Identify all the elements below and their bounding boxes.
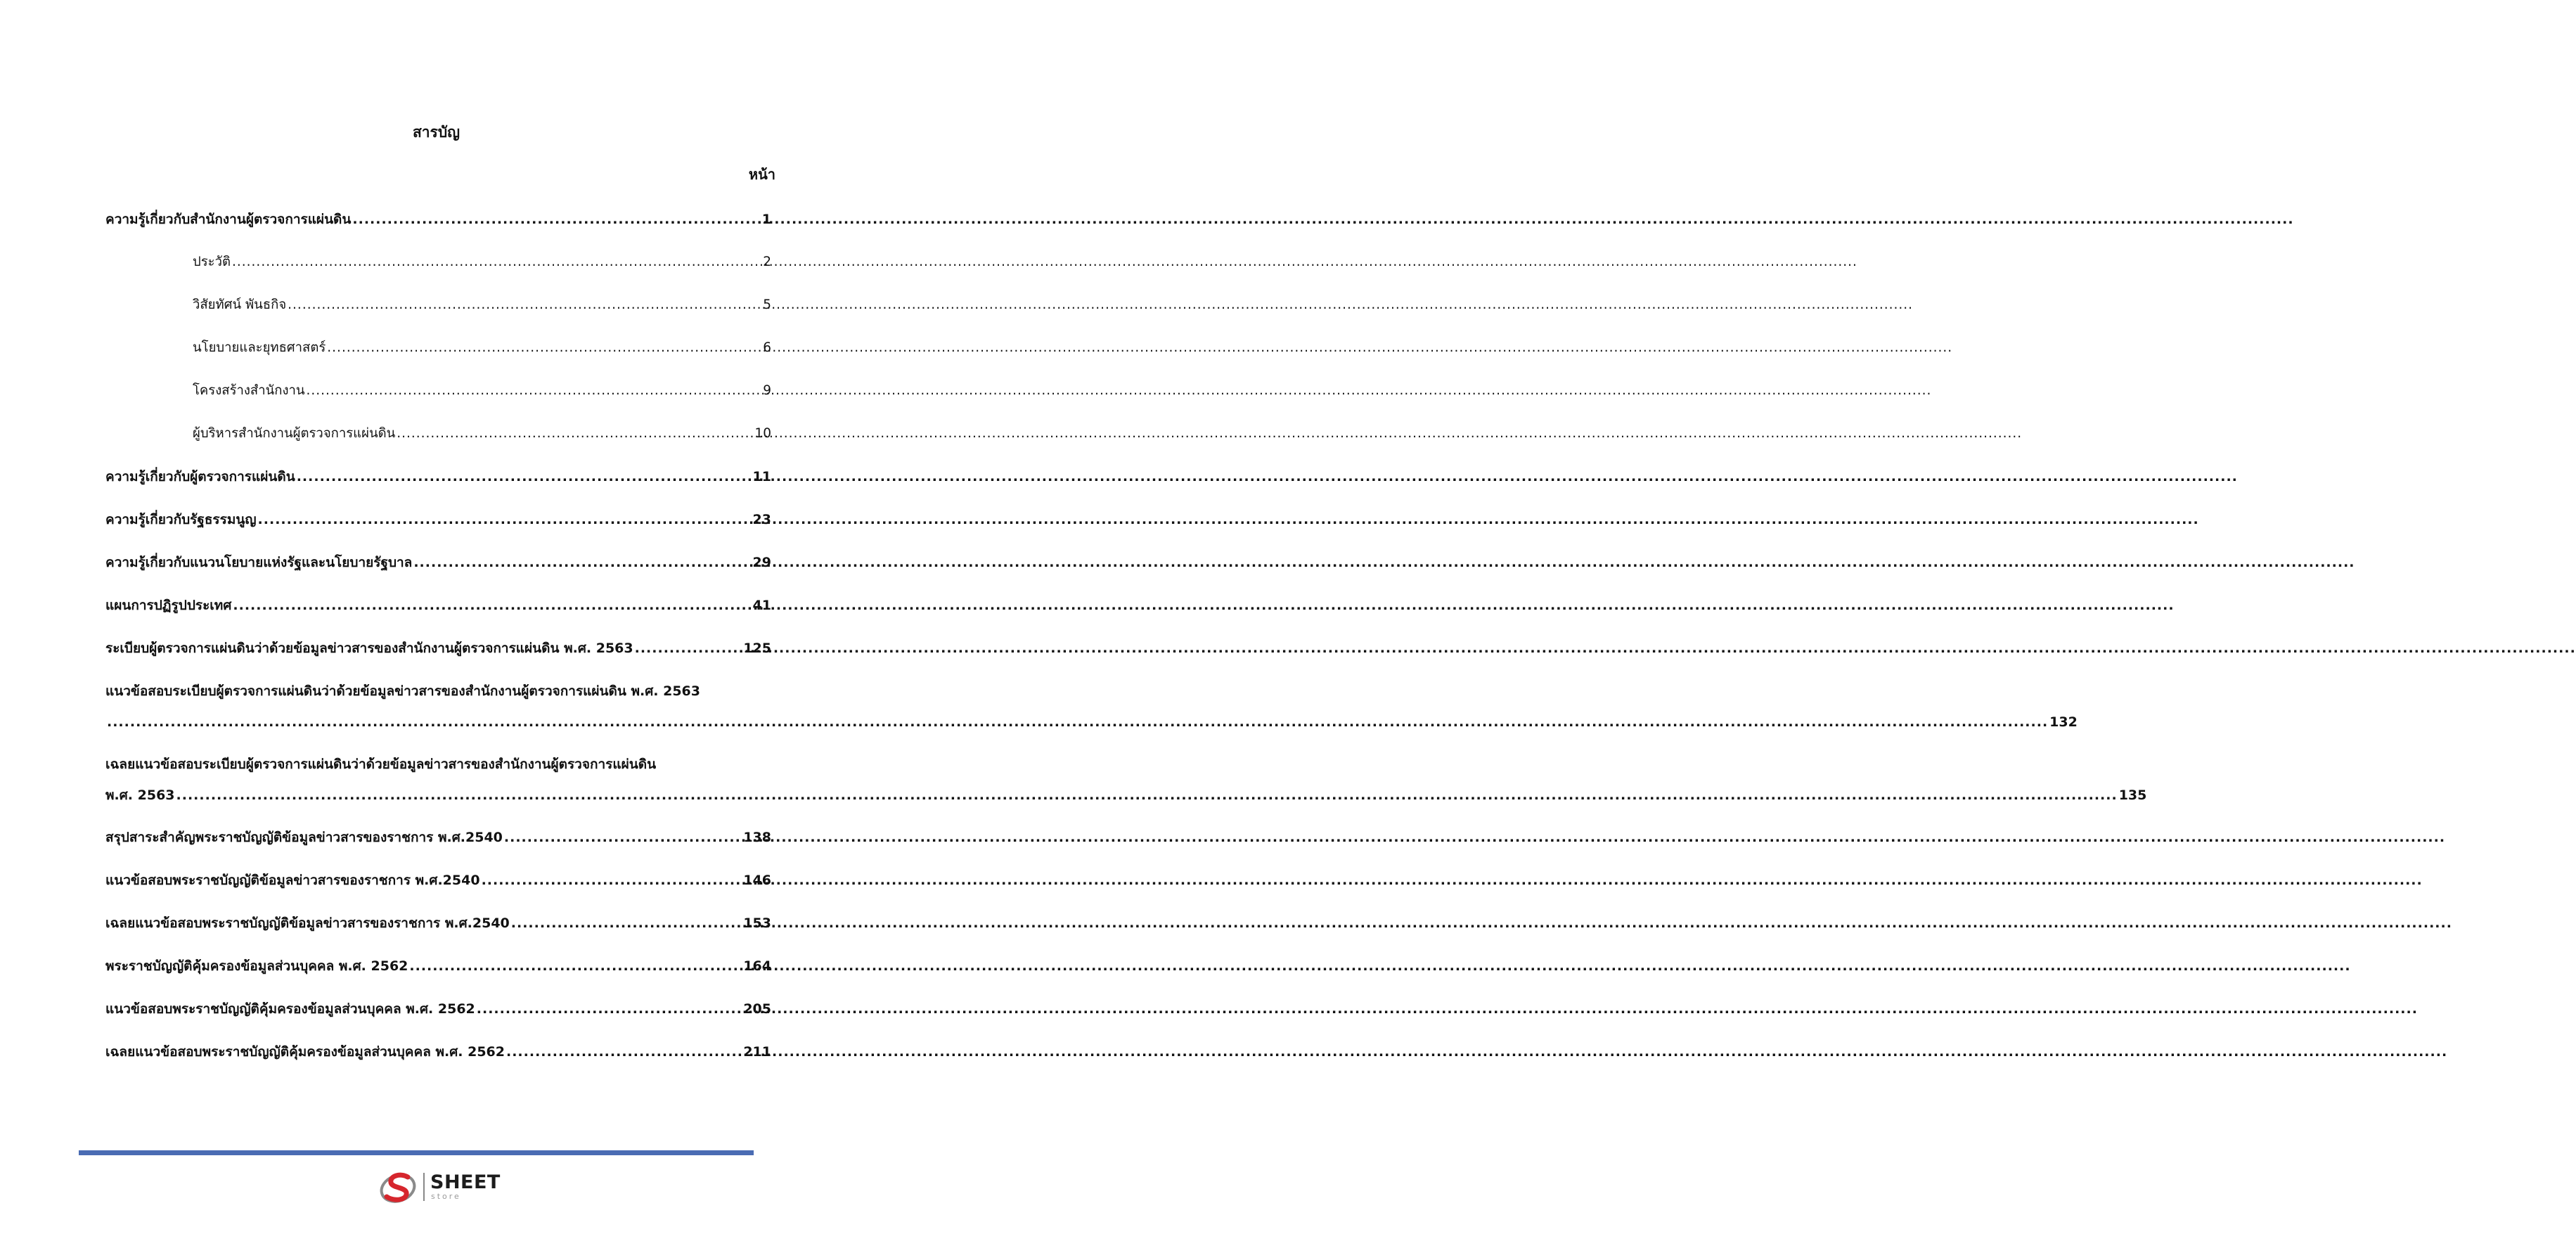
dot-leader [258, 504, 752, 535]
toc-entry[interactable] [105, 547, 771, 590]
dot-leader [327, 333, 761, 364]
toc-entry-label: เฉลยแนวข้อสอบระเบียบผู้ตรวจการแผ่นดินว่าด้วยข้อมูลข่าวสารของสำนักงานผู้ตรวจการแผ่นดิน [105, 757, 657, 772]
toc-entry-page: 6 [763, 340, 771, 355]
toc-entry-page: 132 [2049, 714, 2078, 730]
toc-entry-label: แผนการปฏิรูปประเทศ [105, 598, 232, 613]
dot-leader [232, 247, 761, 278]
logo-emblem-icon [380, 1167, 420, 1207]
toc-entry[interactable] [105, 865, 771, 908]
toc-entry-page: 153 [743, 915, 771, 931]
toc-entry[interactable] [105, 290, 771, 333]
toc-entry-page: 125 [743, 641, 771, 656]
dot-leader [352, 204, 760, 235]
toc-entry-page: 135 [2118, 788, 2147, 803]
toc-entry[interactable] [105, 951, 771, 994]
toc-entry-page: 11 [752, 469, 771, 484]
toc-entry[interactable] [105, 247, 771, 290]
table-of-contents [105, 204, 2147, 1079]
dot-leader [482, 865, 742, 896]
toc-entry[interactable] [105, 375, 771, 418]
toc-entry-label: ความรู้เกี่ยวกับรัฐธรรมนูญ [105, 512, 257, 527]
toc-entry[interactable] [105, 822, 771, 865]
toc-entry-page: 146 [743, 873, 771, 888]
toc-entry-page: 138 [743, 830, 771, 845]
toc-entry-label: นโยบายและยุทธศาสตร์ [193, 340, 326, 355]
toc-entry-page: 9 [763, 383, 771, 398]
toc-entry-page: 211 [743, 1044, 771, 1060]
dot-leader [413, 547, 751, 578]
toc-entry[interactable] [105, 994, 771, 1036]
toc-entry[interactable] [105, 461, 771, 504]
toc-entry-label: โครงสร้างสำนักงาน [193, 383, 305, 398]
logo-wordmark: SHEET [430, 1171, 501, 1193]
footer-rule [79, 1150, 754, 1155]
toc-entry[interactable] [105, 418, 771, 461]
toc-entry[interactable] [105, 504, 771, 547]
toc-entry-label: ผู้บริหารสำนักงานผู้ตรวจการแผ่นดิน [193, 426, 396, 441]
toc-entry-label: วิสัยทัศน์ พันธกิจ [193, 297, 287, 312]
toc-entry[interactable] [105, 333, 771, 375]
toc-entry-label: ความรู้เกี่ยวกับแนวนโยบายแห่งรัฐและนโยบายรัฐบาล [105, 555, 413, 570]
dot-leader [477, 994, 742, 1024]
toc-entry-label: แนวข้อสอบระเบียบผู้ตรวจการแผ่นดินว่าด้วยข้อมูลข่าวสารของสำนักงานผู้ตรวจการแผ่นดิน พ.ศ. 2563 [105, 683, 700, 699]
toc-entry-label: พระราชบัญญัติคุ้มครองข้อมูลส่วนบุคคล พ.ศ. 2562 [105, 958, 408, 974]
toc-entry[interactable] [105, 908, 771, 951]
toc-entry-label: ความรู้เกี่ยวกับผู้ตรวจการแผ่นดิน [105, 469, 295, 484]
toc-entry-label: แนวข้อสอบพระราชบัญญัติข้อมูลข่าวสารของราชการ พ.ศ.2540 [105, 873, 480, 888]
toc-entry-page: 205 [743, 1001, 771, 1017]
dot-leader [504, 822, 742, 853]
toc-entry-page: 164 [743, 958, 771, 974]
dot-leader [511, 908, 742, 939]
toc-entry[interactable] [105, 204, 771, 247]
sheet-store-logo [380, 1167, 506, 1207]
toc-entry-label: แนวข้อสอบพระราชบัญญัติคุ้มครองข้อมูลส่วนบุคคล พ.ศ. 2562 [105, 1001, 475, 1017]
dot-leader [107, 707, 2048, 738]
toc-entry-label-continuation: พ.ศ. 2563 [105, 788, 175, 803]
toc-entry-page: 10 [754, 426, 771, 441]
dot-leader [176, 780, 2118, 811]
dot-leader [506, 1036, 742, 1067]
toc-entry[interactable] [105, 590, 771, 633]
dot-leader [397, 418, 753, 449]
toc-entry-page: 23 [752, 512, 771, 527]
toc-entry-page: 1 [761, 212, 771, 227]
toc-entry-label: เฉลยแนวข้อสอบพระราชบัญญัติคุ้มครองข้อมูลส่วนบุคคล พ.ศ. 2562 [105, 1044, 505, 1060]
logo-subtext: store [431, 1192, 461, 1201]
toc-entry-label: ระเบียบผู้ตรวจการแผ่นดินว่าด้วยข้อมูลข่าวสารของสำนักงานผู้ตรวจการแผ่นดิน พ.ศ. 2563 [105, 641, 633, 656]
toc-entry[interactable] [105, 749, 2147, 822]
dot-leader [307, 375, 762, 406]
dot-leader [635, 633, 742, 664]
page-title: สารบัญ [412, 124, 461, 141]
toc-entry-label: เฉลยแนวข้อสอบพระราชบัญญัติข้อมูลข่าวสารของราชการ พ.ศ.2540 [105, 915, 510, 931]
dot-leader [409, 951, 742, 982]
toc-entry-page: 41 [752, 598, 771, 613]
page-column-header: หน้า [748, 166, 775, 183]
toc-entry[interactable] [105, 633, 771, 676]
dot-leader [288, 290, 761, 321]
toc-entry-label: สรุปสาระสำคัญพระราชบัญญัติข้อมูลข่าวสารของราชการ พ.ศ.2540 [105, 830, 503, 845]
toc-entry-label: ประวัติ [193, 255, 231, 269]
toc-entry[interactable] [105, 676, 2078, 749]
toc-entry[interactable] [105, 1036, 771, 1079]
toc-entry-page: 2 [763, 255, 771, 269]
toc-entry-page: 29 [752, 555, 771, 570]
dot-leader [297, 461, 752, 492]
logo-divider [423, 1173, 425, 1201]
dot-leader [233, 590, 751, 621]
toc-entry-label: ความรู้เกี่ยวกับสำนักงานผู้ตรวจการแผ่นดิน [105, 212, 352, 227]
toc-entry-page: 5 [763, 297, 771, 312]
